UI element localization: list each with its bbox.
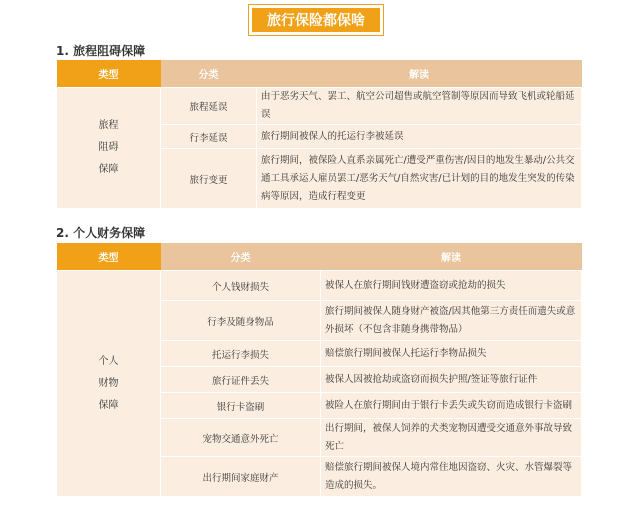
category-cell: 旅行变更 bbox=[161, 149, 257, 209]
header-category: 分类 bbox=[161, 243, 321, 271]
description-cell: 旅行期间被保人随身财产被盗/因其他第三方责任而遗失或意外损坏（不包含非随身携带物品） bbox=[321, 301, 582, 341]
category-cell: 行李延误 bbox=[161, 125, 257, 149]
description-cell: 被保人因被抢劫或盗窃而损失护照/签证等旅行证件 bbox=[321, 367, 582, 393]
category-cell: 旅行证件丢失 bbox=[161, 367, 321, 393]
type-cell bbox=[57, 271, 161, 497]
header-description: 解读 bbox=[321, 243, 582, 271]
page-title: 旅行保险都保啥 bbox=[252, 8, 380, 32]
type-line: 阻碍 bbox=[98, 142, 119, 153]
table-row bbox=[57, 88, 582, 125]
section-heading-travel-obstacle: 1. 旅程阻碍保障 bbox=[56, 44, 146, 58]
description-cell: 旅行期间被保人的托运行李被延误 bbox=[257, 125, 582, 149]
type-line: 旅程 bbox=[98, 120, 119, 131]
description-cell: 被保人在旅行期间钱财遭盗窃或抢劫的损失 bbox=[321, 271, 582, 301]
description-cell: 赔偿旅行期间被保人托运行李物品损失 bbox=[321, 341, 582, 367]
category-cell: 银行卡盗刷 bbox=[161, 393, 321, 419]
table-header-row bbox=[57, 60, 582, 88]
description-cell: 赔偿旅行期间被保人境内常住地因盗窃、火灾、水管爆裂等造成的损失。 bbox=[321, 457, 582, 497]
table-header-row bbox=[57, 243, 582, 271]
description-cell: 被险人在旅行期间由于银行卡丢失或失窃而造成银行卡盗刷 bbox=[321, 393, 582, 419]
category-cell: 旅程延误 bbox=[161, 88, 257, 125]
table-row bbox=[57, 271, 582, 301]
type-cell bbox=[57, 88, 161, 209]
type-line: 保障 bbox=[98, 399, 119, 411]
type-line: 个人 bbox=[98, 355, 119, 367]
type-line: 财物 bbox=[98, 377, 119, 389]
type-line: 保障 bbox=[98, 164, 119, 175]
travel-obstacle-table bbox=[56, 60, 582, 209]
header-category: 分类 bbox=[161, 60, 257, 88]
header-type: 类型 bbox=[57, 243, 161, 271]
category-cell: 个人钱财损失 bbox=[161, 271, 321, 301]
description-cell: 由于恶劣天气、罢工、航空公司超售或航空管制等原因而导致飞机或轮船延误 bbox=[257, 88, 582, 125]
category-cell: 行李及随身物品 bbox=[161, 301, 321, 341]
category-cell: 宠物交通意外死亡 bbox=[161, 419, 321, 457]
header-description: 解读 bbox=[257, 60, 582, 88]
title-banner bbox=[248, 4, 384, 36]
description-cell: 旅行期间，被保险人直系亲属死亡/遭受严重伤害/因目的地发生暴动/公共交通工具承运人雇员罢工/恶劣天气/自然灾害/已计划的目的地发生突发的传染病等原因，造成行程变更 bbox=[257, 149, 582, 209]
category-cell: 出行期间家庭财产 bbox=[161, 457, 321, 497]
personal-property-table bbox=[56, 243, 582, 497]
category-cell: 托运行李损失 bbox=[161, 341, 321, 367]
section-heading-personal-property: 2. 个人财务保障 bbox=[56, 226, 146, 240]
header-type: 类型 bbox=[57, 60, 161, 88]
description-cell: 出行期间，被保人饲养的犬类宠物因遭受交通意外事故导致死亡 bbox=[321, 419, 582, 457]
